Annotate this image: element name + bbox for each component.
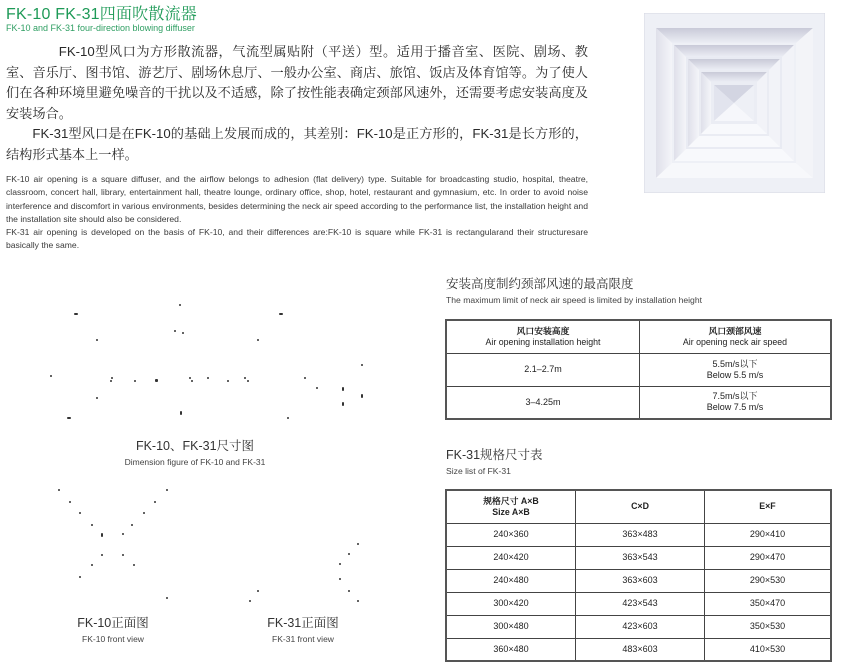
header-en: Size A×B [492,506,530,517]
cell-height: 2.1–2.7m [446,353,640,386]
cell-cxd: 483×603 [576,638,705,661]
speed-en: Below 7.5 m/s [706,402,764,413]
cell-exf: 290×410 [705,523,832,546]
speed-table-title: 安装高度制约颈部风速的最高限度 [446,277,634,291]
size-table-heading [446,445,543,476]
dimension-figure [30,290,370,430]
fk31-front-view-caption [243,613,363,644]
header-size-axb [446,490,576,523]
size-table-title: FK-31规格尺寸表 [446,448,543,462]
cell-axb: 360×480 [446,638,576,661]
fk10-front-view-caption-cn: FK-10正面图 [77,616,149,630]
fk10-front-view-caption [53,613,173,644]
table-row [446,569,831,592]
cell-axb: 240×420 [446,546,576,569]
speed-table-heading [446,274,702,305]
cell-speed [640,353,832,386]
cell-exf: 290×470 [705,546,832,569]
page-title: FK-10 FK-31四面吹散流器 [6,6,197,23]
header-cn: 风口颈部风速 [708,325,762,336]
header-cn: 风口安装高度 [516,325,570,336]
description-cn-paragraph: FK-31型风口是在FK-10的基础上发展而成的，其差别：FK-10是正方形的，FK-31是长方形的，结构形式基本上一样。 [6,126,588,162]
speed-cn: 7.5m/s以下 [712,391,758,402]
table-row [446,353,831,386]
header-cxd: C×D [576,490,705,523]
cell-height: 3–4.25m [446,386,640,419]
description-en-paragraph: FK-31 air opening is developed on the basis of FK-10, and their differences are:FK-10 is square while FK-31 is rectangularand their structuresare basically the same. [6,227,588,251]
product-photo [644,13,825,193]
table-row [446,615,831,638]
cell-speed [640,386,832,419]
fk10-front-view-figure [30,480,190,605]
description-en-paragraph: FK-10 air opening is a square diffuser, and the airflow belongs to adhesion (flat delivery) type. Suitable for broadcasting studio, hospital, theatre, classroom, concert hall, library, entertainment hall, theatre lounge, ordinary office, shop, hotel, restaurant and gymnasium, etc. In order to avoid noise interference and discomfort in various environments, besides determining the neck air speed according to the performance list, the installation height and the installation site should also be considered. [6,174,588,224]
cell-cxd: 363×603 [576,569,705,592]
cell-cxd: 423×543 [576,592,705,615]
size-table-subtitle: Size list of FK-31 [446,466,511,476]
speed-table-subtitle: The maximum limit of neck air speed is limited by installation height [446,295,703,305]
speed-cn: 5.5m/s以下 [712,358,758,369]
description-en [6,173,588,253]
header-en: Air opening neck air speed [682,336,788,347]
header-cn: 规格尺寸 A×B [483,495,539,506]
description-cn-paragraph: FK-10型风口为方形散流器，气流型属贴附（平送）型。适用于播音室、医院、剧场、教室、音乐厅、图书馆、游艺厅、剧场休息厅、一般办公室、商店、旅馆、饭店及体育馆等。为了使人们在各种环境里避免噪音的干扰以及不适感，除了按性能表确定颈部风速外，还需要考虑安装高度及安装场合。 [6,44,588,121]
diffuser-image-icon [644,13,825,193]
description-cn [6,42,588,165]
header-en: Air opening installation height [485,336,601,347]
cell-axb: 300×420 [446,592,576,615]
table-header-row [446,320,831,353]
cell-axb: 240×480 [446,569,576,592]
cell-cxd: 363×483 [576,523,705,546]
page-subtitle: FK-10 and FK-31 four-direction blowing diffuser [6,23,195,33]
table-row [446,546,831,569]
fk31-front-view-caption-en: FK-31 front view [272,634,334,644]
cell-exf: 410×530 [705,638,832,661]
fk31-size-table [445,489,832,662]
header-exf: E×F [705,490,832,523]
fk31-front-view-caption-cn: FK-31正面图 [267,616,339,630]
speed-en: Below 5.5 m/s [706,369,764,380]
dimension-figure-caption [95,436,295,467]
table-header-row [446,490,831,523]
cell-cxd: 423×603 [576,615,705,638]
cell-exf: 350×470 [705,592,832,615]
fk10-front-view-caption-en: FK-10 front view [82,634,144,644]
header-installation-height [446,320,640,353]
cell-axb: 300×480 [446,615,576,638]
dimension-figure-caption-cn: FK-10、FK-31尺寸图 [135,439,255,453]
cell-exf: 350×530 [705,615,832,638]
table-row [446,638,831,661]
table-row [446,386,831,419]
speed-limit-table [445,319,832,420]
table-row [446,592,831,615]
header-neck-air-speed [640,320,832,353]
table-row [446,523,831,546]
cell-axb: 240×360 [446,523,576,546]
cell-exf: 290×530 [705,569,832,592]
cell-cxd: 363×543 [576,546,705,569]
dimension-figure-caption-en: Dimension figure of FK-10 and FK-31 [124,457,266,467]
fk31-front-view-figure [240,540,370,610]
